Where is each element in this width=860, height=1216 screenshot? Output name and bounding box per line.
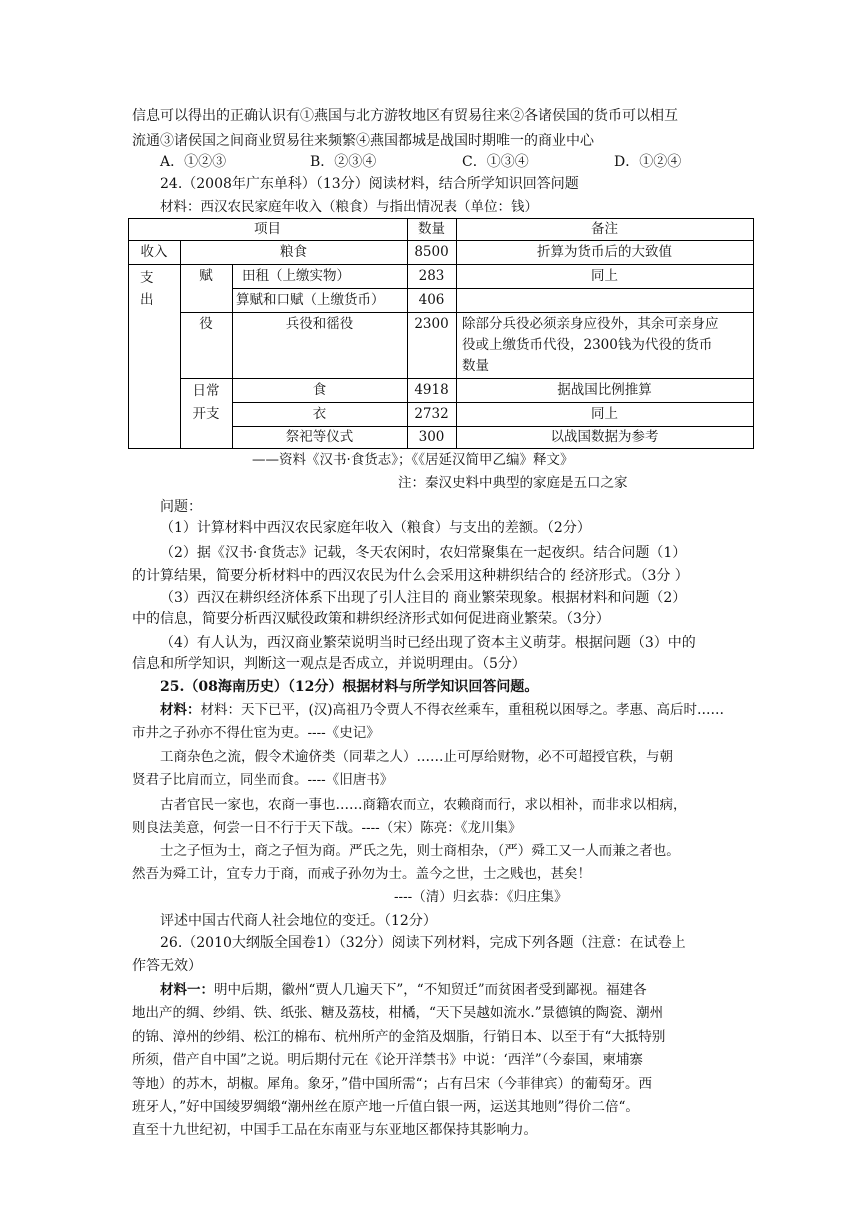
q26-material1-line6: 班牙人，”好中国绫罗绸缎“潮州丝在原产地一斤值白银一两，运送其地则”得价二倍“。 (132, 1099, 639, 1115)
suanfu-label: 算赋和口赋（上缴货币） (236, 292, 385, 308)
q26-material1-line3: 的锦、漳州的纱绢、松江的棉布、杭州所产的金箔及烟脂，行销日本、以至于有“大抵特别 (132, 1029, 666, 1045)
col-header-item: 项目 (254, 221, 281, 237)
q24-questions-label: 问题： (160, 499, 202, 515)
yi-label: 役 (199, 316, 213, 332)
q23-option-b: B．②③④ (310, 154, 377, 170)
q23-text-line1: 信息可以得出的正确认识有①燕国与北方游牧地区有贸易往来②各诸侯国的货币可以相互 (132, 108, 678, 124)
q25-para4-line1: 士之子恒为士，商之子恒为商。严氏之先，则士商相杂，（严）舜工又一人而兼之者也。 (160, 843, 680, 859)
labor-note-1: 除部分兵役必须亲身应役外，其余可亲身应 (462, 316, 719, 332)
q26-material1-line4: 所须，借产自中国”之说。明后期付元在《论开洋禁书》中说：‘西洋”（今泰国，柬埔寨 (132, 1052, 643, 1068)
ritual-label: 祭祀等仪式 (285, 429, 354, 445)
grain-label: 粮食 (280, 244, 307, 260)
q25-para3-line2: 则良法美意，何尝一日不行于天下哉。----（宋）陈亮：《龙川集》 (132, 820, 522, 836)
food-label: 食 (312, 382, 327, 398)
q24-question-3-line2: 中的信息，简要分析西汉赋役政策和耕织经济形式如何促进商业繁荣。（3分） (132, 611, 610, 627)
q24-question-3-line1: （3）西汉在耕织经济体系下出现了引人注目的 商业繁荣现象。根据材料和问题（2） (160, 590, 687, 606)
ritual-amount: 300 (418, 429, 445, 445)
q24-footnote: 注：秦汉史料中典型的家庭是五口之家 (398, 475, 628, 491)
q24-question-2-line2: 的计算结果，简要分析材料中的西汉农民为什么会采用这种耕织结合的 经济形式。（3分 ） (132, 568, 689, 584)
cloth-amount: 2732 (414, 406, 449, 422)
q24-header: 24.（2008年广东单科）（13分）阅读材料，结合所学知识回答问题 (160, 176, 579, 192)
q23-option-c: C．①③④ (462, 154, 529, 170)
ritual-note: 以战国数据为参考 (550, 429, 659, 445)
fu-label: 赋 (199, 268, 213, 284)
grain-amount: 8500 (414, 244, 449, 260)
q25-para1-line1 (160, 700, 724, 720)
suanfu-amount: 406 (418, 292, 445, 308)
col-header-note: 备注 (591, 221, 618, 237)
income-expense-table (128, 218, 754, 448)
q25-para2-line2: 贤君子比肩而立，同坐而食。----《旧唐书》 (132, 772, 394, 788)
q26-header-line2: 作答无效） (132, 958, 202, 974)
income-label: 收入 (140, 244, 168, 260)
q24-question-2-line1: （2）据《汉书·食货志》记载，冬天农闲时，农妇常聚集在一起夜织。结合问题（1） (160, 545, 687, 561)
food-note: 据战国比例推算 (557, 382, 652, 398)
q23-option-d: D．①②④ (614, 154, 682, 170)
q25-para3-line1: 古者官民一家也，农商一事也……商籍农而立，农赖商而行，求以相补，而非求以相病， (160, 797, 687, 813)
q25-material-label: 材料： (160, 702, 201, 718)
q26-material1-line7: 直至十九世纪初，中国手工品在东南亚与东亚地区都保持其影响力。 (132, 1122, 537, 1138)
q23-text-line2: 流通③诸侯国之间商业贸易往来频繁④燕国都城是战国时期唯一的商业中心 (132, 133, 594, 149)
q25-header: 25.（08海南历史）（12分）根据材料与所学知识回答问题。 (160, 679, 539, 695)
rent-note: 同上 (591, 268, 618, 284)
labor-note-3: 数量 (462, 358, 489, 374)
daily-label-2: 开支 (192, 406, 220, 422)
q26-material1-line1 (160, 980, 647, 1000)
q25-para4-line2: 然吾为舜工计，宜专力于商，而戒子孙勿为士。盖今之世，士之贱也，甚矣！ (132, 866, 591, 882)
q25-task: 评述中国古代商人社会地位的变迁。（12分） (160, 913, 437, 929)
q25-para4-source: ----（清）归玄恭：《归庄集》 (394, 889, 568, 905)
q26-material1-line2: 地出产的绸、纱绢、铁、纸张、糖及荔枝，柑橘，“天下吴越如流水.”景德镇的陶瓷、潮州 (132, 1005, 664, 1021)
rent-amount: 283 (418, 268, 445, 284)
q24-question-1: （1）计算材料中西汉农民家庭年收入（粮食）与支出的差额。（2分） (160, 520, 591, 536)
labor-amount: 2300 (414, 316, 449, 332)
col-header-amount: 数量 (418, 221, 445, 237)
cloth-label: 衣 (312, 406, 327, 422)
expense-label-1: 支 (140, 270, 154, 286)
labor-label: 兵役和徭役 (285, 316, 354, 332)
grain-note: 折算为货币后的大致值 (537, 244, 672, 260)
q26-material1-label: 材料一： (160, 982, 214, 998)
cloth-note: 同上 (591, 406, 618, 422)
q24-source: ——资料《汉书·食货志》；《《居延汉简甲乙编》释文》 (252, 452, 574, 468)
q25-para1-line2: 市井之子孙亦不得仕宦为吏。----《史记》 (132, 725, 380, 741)
q24-question-4-line1: （4）有人认为，西汉商业繁荣说明当时已经出现了资本主义萌芽。根据问题（3）中的 (160, 635, 696, 651)
q24-question-4-line2: 信息和所学知识，判断这一观点是否成立，并说明理由。（5分） (132, 656, 526, 672)
q25-para1-text: 材料：天下已平，(汉)高祖乃令贾人不得衣丝乘车，重租税以困辱之。孝惠、高后时…… (200, 702, 725, 718)
q26-header-line1: 26.（2010大纲版全国卷1）（32分）阅读下列材料，完成下列各题（注意：在试卷上 (160, 935, 686, 951)
q24-material-title: 材料：西汉农民家庭年收入（粮食）与指出情况表（单位：钱） (160, 199, 538, 215)
daily-label-1: 日常 (192, 383, 220, 399)
q25-para2-line1: 工商杂色之流，假令术逾侪类（同辈之人）……止可厚给财物，必不可超授官秩，与朝 (160, 749, 673, 765)
q23-option-a: A．①②③ (160, 154, 227, 170)
q26-material1-line5: 等地）的苏木，胡椒。犀角。象牙，”借中国所需“；占有吕宋（今菲律宾）的葡萄牙。西 (132, 1076, 653, 1092)
food-amount: 4918 (414, 382, 449, 398)
rent-label: 田租（上缴实物） (242, 268, 350, 284)
labor-note-2: 役或上缴货币代役，2300钱为代役的货币 (462, 337, 713, 353)
q26-material1-text: 明中后期，徽州“贾人几遍天下”，“不知贸迁”而贫困者受到鄙视。福建各 (214, 982, 647, 998)
expense-label-2: 出 (140, 292, 154, 308)
